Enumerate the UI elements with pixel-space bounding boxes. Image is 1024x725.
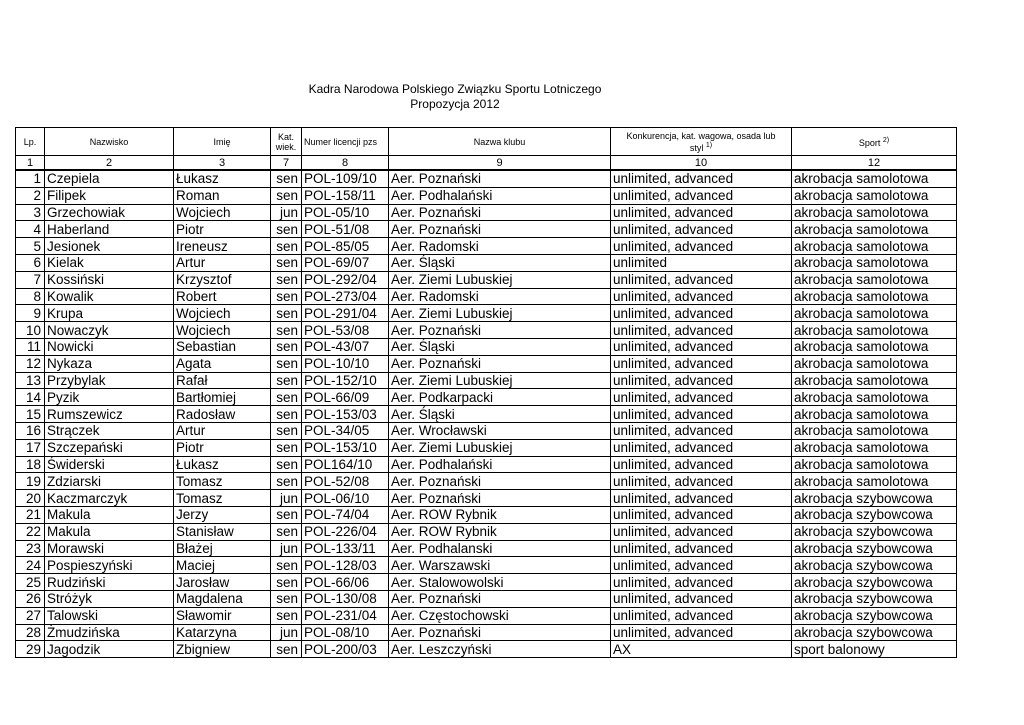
cell-klub: Aer. Częstochowski xyxy=(389,607,611,624)
table-row xyxy=(16,406,957,423)
cell-lp: 29 xyxy=(16,641,45,658)
cell-kat: sen xyxy=(271,422,302,439)
table-row xyxy=(16,523,957,540)
table-row xyxy=(16,456,957,473)
cell-klub: Aer. Podkarpacki xyxy=(389,389,611,406)
cell-konkurencja: unlimited, advanced xyxy=(611,238,792,255)
column-number: 8 xyxy=(302,156,389,171)
cell-kat: sen xyxy=(271,590,302,607)
cell-licencja: POL-200/03 xyxy=(302,641,389,658)
cell-nazwisko: Krupa xyxy=(45,305,174,322)
cell-konkurencja: unlimited, advanced xyxy=(611,355,792,372)
cell-nazwisko: Rudziński xyxy=(45,574,174,591)
cell-sport: akrobacja samolotowa xyxy=(792,204,957,221)
cell-nazwisko: Filipek xyxy=(45,187,174,204)
cell-konkurencja: AX xyxy=(611,641,792,658)
cell-licencja: POL-43/07 xyxy=(302,338,389,355)
cell-lp: 12 xyxy=(16,355,45,372)
cell-kat: jun xyxy=(271,624,302,641)
cell-lp: 21 xyxy=(16,506,45,523)
cell-nazwisko: Jesionek xyxy=(45,238,174,255)
cell-imie: Jarosław xyxy=(174,574,271,591)
cell-imie: Rafał xyxy=(174,372,271,389)
cell-imie: Tomasz xyxy=(174,473,271,490)
cell-nazwisko: Stróżyk xyxy=(45,590,174,607)
cell-licencja: POL-52/08 xyxy=(302,473,389,490)
cell-klub: Aer. Śląski xyxy=(389,338,611,355)
cell-lp: 14 xyxy=(16,389,45,406)
cell-imie: Piotr xyxy=(174,221,271,238)
cell-klub: Aer. Wrocławski xyxy=(389,422,611,439)
cell-sport: akrobacja samolotowa xyxy=(792,422,957,439)
cell-kat: sen xyxy=(271,221,302,238)
cell-klub: Aer. Ziemi Lubuskiej xyxy=(389,305,611,322)
header-kat-line1: Kat. xyxy=(277,131,294,142)
cell-licencja: POL-74/04 xyxy=(302,506,389,523)
header-konkurencja-line1: Konkurencja, kat. wagowa, osada lub xyxy=(626,130,776,141)
cell-licencja: POL-66/06 xyxy=(302,574,389,591)
cell-klub: Aer. Śląski xyxy=(389,406,611,423)
cell-konkurencja: unlimited, advanced xyxy=(611,473,792,490)
header-kat xyxy=(271,128,302,156)
cell-lp: 22 xyxy=(16,523,45,540)
cell-sport: akrobacja samolotowa xyxy=(792,473,957,490)
column-number: 9 xyxy=(389,156,611,171)
table-row xyxy=(16,305,957,322)
cell-imie: Robert xyxy=(174,288,271,305)
cell-sport: akrobacja samolotowa xyxy=(792,322,957,339)
cell-sport: akrobacja samolotowa xyxy=(792,355,957,372)
cell-licencja: POL-231/04 xyxy=(302,607,389,624)
cell-licencja: POL-85/05 xyxy=(302,238,389,255)
cell-klub: Aer. ROW Rybnik xyxy=(389,523,611,540)
header-sport-note: 2) xyxy=(882,136,890,144)
cell-lp: 6 xyxy=(16,254,45,271)
cell-nazwisko: Grzechowiak xyxy=(45,204,174,221)
cell-licencja: POL-133/11 xyxy=(302,540,389,557)
cell-klub: Aer. Poznański xyxy=(389,170,611,187)
header-sport-label: Sport xyxy=(858,137,881,148)
cell-klub: Aer. Ziemi Lubuskiej xyxy=(389,439,611,456)
cell-konkurencja: unlimited, advanced xyxy=(611,506,792,523)
column-number-row xyxy=(16,156,957,171)
cell-nazwisko: Kossiński xyxy=(45,271,174,288)
cell-sport: akrobacja szybowcowa xyxy=(792,490,957,507)
cell-lp: 26 xyxy=(16,590,45,607)
cell-konkurencja: unlimited, advanced xyxy=(611,271,792,288)
cell-kat: jun xyxy=(271,204,302,221)
cell-nazwisko: Haberland xyxy=(45,221,174,238)
header-lp: Lp. xyxy=(16,128,45,156)
header-imie: Imię xyxy=(174,128,271,156)
title-line-2: Propozycja 2012 xyxy=(410,97,500,111)
cell-nazwisko: Świderski xyxy=(45,456,174,473)
cell-lp: 10 xyxy=(16,322,45,339)
cell-konkurencja: unlimited, advanced xyxy=(611,221,792,238)
cell-kat: sen xyxy=(271,439,302,456)
cell-kat: sen xyxy=(271,372,302,389)
cell-sport: akrobacja samolotowa xyxy=(792,338,957,355)
header-kat-line2: wiek. xyxy=(275,141,297,152)
cell-sport: akrobacja samolotowa xyxy=(792,221,957,238)
table-row xyxy=(16,607,957,624)
cell-imie: Tomasz xyxy=(174,490,271,507)
cell-kat: jun xyxy=(271,540,302,557)
cell-klub: Aer. Poznański xyxy=(389,204,611,221)
cell-kat: sen xyxy=(271,607,302,624)
cell-konkurencja: unlimited, advanced xyxy=(611,204,792,221)
table-row xyxy=(16,238,957,255)
cell-licencja: POL-51/08 xyxy=(302,221,389,238)
table-row xyxy=(16,557,957,574)
cell-licencja: POL-130/08 xyxy=(302,590,389,607)
cell-kat: jun xyxy=(271,490,302,507)
cell-kat: sen xyxy=(271,170,302,187)
cell-konkurencja: unlimited, advanced xyxy=(611,305,792,322)
cell-imie: Stanisław xyxy=(174,523,271,540)
cell-konkurencja: unlimited, advanced xyxy=(611,607,792,624)
cell-imie: Zbigniew xyxy=(174,641,271,658)
cell-lp: 4 xyxy=(16,221,45,238)
cell-sport: akrobacja szybowcowa xyxy=(792,574,957,591)
cell-lp: 9 xyxy=(16,305,45,322)
cell-nazwisko: Kaczmarczyk xyxy=(45,490,174,507)
cell-licencja: POL-53/08 xyxy=(302,322,389,339)
table-row xyxy=(16,355,957,372)
cell-imie: Wojciech xyxy=(174,322,271,339)
cell-nazwisko: Kielak xyxy=(45,254,174,271)
cell-konkurencja: unlimited, advanced xyxy=(611,490,792,507)
cell-konkurencja: unlimited, advanced xyxy=(611,574,792,591)
table-row xyxy=(16,590,957,607)
cell-konkurencja: unlimited, advanced xyxy=(611,590,792,607)
cell-nazwisko: Makula xyxy=(45,506,174,523)
cell-imie: Sławomir xyxy=(174,607,271,624)
cell-konkurencja: unlimited, advanced xyxy=(611,422,792,439)
cell-lp: 7 xyxy=(16,271,45,288)
cell-imie: Wojciech xyxy=(174,305,271,322)
cell-imie: Magdalena xyxy=(174,590,271,607)
cell-lp: 18 xyxy=(16,456,45,473)
cell-sport: akrobacja samolotowa xyxy=(792,271,957,288)
cell-lp: 5 xyxy=(16,238,45,255)
cell-lp: 13 xyxy=(16,372,45,389)
cell-imie: Katarzyna xyxy=(174,624,271,641)
cell-kat: sen xyxy=(271,305,302,322)
cell-kat: sen xyxy=(271,473,302,490)
cell-kat: sen xyxy=(271,254,302,271)
cell-sport: akrobacja samolotowa xyxy=(792,305,957,322)
cell-kat: sen xyxy=(271,406,302,423)
cell-lp: 23 xyxy=(16,540,45,557)
title-line-1: Kadra Narodowa Polskiego Związku Sportu Lotniczego xyxy=(308,82,602,96)
column-number: 2 xyxy=(45,156,174,171)
table-row xyxy=(16,439,957,456)
cell-sport: akrobacja samolotowa xyxy=(792,406,957,423)
cell-imie: Piotr xyxy=(174,439,271,456)
cell-imie: Artur xyxy=(174,254,271,271)
cell-licencja: POL-158/11 xyxy=(302,187,389,204)
table-row xyxy=(16,540,957,557)
header-nazwisko: Nazwisko xyxy=(45,128,174,156)
cell-sport: akrobacja samolotowa xyxy=(792,439,957,456)
cell-sport: akrobacja szybowcowa xyxy=(792,624,957,641)
cell-kat: sen xyxy=(271,523,302,540)
cell-sport: akrobacja samolotowa xyxy=(792,389,957,406)
cell-imie: Artur xyxy=(174,422,271,439)
table-row xyxy=(16,288,957,305)
cell-nazwisko: Zdziarski xyxy=(45,473,174,490)
table-row xyxy=(16,389,957,406)
cell-kat: sen xyxy=(271,271,302,288)
cell-imie: Radosław xyxy=(174,406,271,423)
cell-konkurencja: unlimited, advanced xyxy=(611,456,792,473)
cell-kat: sen xyxy=(271,456,302,473)
cell-sport: akrobacja szybowcowa xyxy=(792,557,957,574)
cell-sport: akrobacja szybowcowa xyxy=(792,506,957,523)
cell-sport: akrobacja samolotowa xyxy=(792,170,957,187)
table-row xyxy=(16,473,957,490)
table-row xyxy=(16,322,957,339)
cell-sport: akrobacja samolotowa xyxy=(792,254,957,271)
cell-kat: sen xyxy=(271,574,302,591)
cell-licencja: POL-292/04 xyxy=(302,271,389,288)
cell-imie: Sebastian xyxy=(174,338,271,355)
cell-licencja: POL-291/04 xyxy=(302,305,389,322)
column-number: 7 xyxy=(271,156,302,171)
cell-konkurencja: unlimited, advanced xyxy=(611,557,792,574)
cell-nazwisko: Nykaza xyxy=(45,355,174,372)
table-row xyxy=(16,221,957,238)
cell-klub: Aer. Poznański xyxy=(389,221,611,238)
cell-nazwisko: Czepiela xyxy=(45,170,174,187)
table-row xyxy=(16,170,957,187)
cell-kat: sen xyxy=(271,506,302,523)
cell-imie: Krzysztof xyxy=(174,271,271,288)
column-number: 12 xyxy=(792,156,957,171)
cell-sport: akrobacja samolotowa xyxy=(792,456,957,473)
cell-kat: sen xyxy=(271,355,302,372)
cell-klub: Aer. Poznański xyxy=(389,322,611,339)
header-licencja: Numer licencji pzs xyxy=(302,128,389,156)
cell-klub: Aer. Podhalański xyxy=(389,187,611,204)
cell-sport: akrobacja szybowcowa xyxy=(792,540,957,557)
header-konkurencja xyxy=(611,128,792,156)
cell-nazwisko: Makula xyxy=(45,523,174,540)
cell-klub: Aer. Warszawski xyxy=(389,557,611,574)
cell-klub: Aer. Stalowowolski xyxy=(389,574,611,591)
cell-klub: Aer. Ziemi Lubuskiej xyxy=(389,372,611,389)
header-klub: Nazwa klubu xyxy=(389,128,611,156)
cell-kat: sen xyxy=(271,389,302,406)
cell-imie: Ireneusz xyxy=(174,238,271,255)
cell-imie: Błażej xyxy=(174,540,271,557)
cell-sport: akrobacja samolotowa xyxy=(792,288,957,305)
cell-kat: sen xyxy=(271,187,302,204)
cell-sport: akrobacja szybowcowa xyxy=(792,523,957,540)
cell-imie: Agata xyxy=(174,355,271,372)
cell-klub: Aer. Radomski xyxy=(389,238,611,255)
cell-klub: Aer. Poznański xyxy=(389,624,611,641)
cell-licencja: POL-226/04 xyxy=(302,523,389,540)
table-row xyxy=(16,372,957,389)
cell-konkurencja: unlimited, advanced xyxy=(611,624,792,641)
cell-lp: 24 xyxy=(16,557,45,574)
table-row xyxy=(16,204,957,221)
cell-lp: 16 xyxy=(16,422,45,439)
cell-konkurencja: unlimited, advanced xyxy=(611,389,792,406)
cell-imie: Roman xyxy=(174,187,271,204)
cell-licencja: POL-34/05 xyxy=(302,422,389,439)
cell-kat: sen xyxy=(271,641,302,658)
cell-nazwisko: Pospieszyński xyxy=(45,557,174,574)
cell-sport: akrobacja samolotowa xyxy=(792,372,957,389)
cell-lp: 27 xyxy=(16,607,45,624)
cell-konkurencja: unlimited, advanced xyxy=(611,170,792,187)
cell-konkurencja: unlimited, advanced xyxy=(611,338,792,355)
cell-konkurencja: unlimited, advanced xyxy=(611,187,792,204)
cell-konkurencja: unlimited, advanced xyxy=(611,523,792,540)
column-number: 10 xyxy=(611,156,792,171)
cell-klub: Aer. Podhalanski xyxy=(389,540,611,557)
cell-licencja: POL-153/03 xyxy=(302,406,389,423)
cell-sport: akrobacja samolotowa xyxy=(792,187,957,204)
cell-kat: sen xyxy=(271,322,302,339)
cell-sport: akrobacja samolotowa xyxy=(792,238,957,255)
cell-licencja: POL-69/07 xyxy=(302,254,389,271)
table-row xyxy=(16,254,957,271)
cell-nazwisko: Pyzik xyxy=(45,389,174,406)
cell-konkurencja: unlimited, advanced xyxy=(611,372,792,389)
cell-nazwisko: Nowicki xyxy=(45,338,174,355)
cell-nazwisko: Jagodzik xyxy=(45,641,174,658)
cell-konkurencja: unlimited, advanced xyxy=(611,322,792,339)
cell-licencja: POL-153/10 xyxy=(302,439,389,456)
table-row xyxy=(16,338,957,355)
cell-klub: Aer. Poznański xyxy=(389,355,611,372)
cell-licencja: POL-273/04 xyxy=(302,288,389,305)
cell-kat: sen xyxy=(271,338,302,355)
cell-klub: Aer. ROW Rybnik xyxy=(389,506,611,523)
cell-imie: Maciej xyxy=(174,557,271,574)
cell-imie: Jerzy xyxy=(174,506,271,523)
cell-licencja: POL-128/03 xyxy=(302,557,389,574)
cell-konkurencja: unlimited, advanced xyxy=(611,406,792,423)
roster-table xyxy=(15,127,957,658)
cell-konkurencja: unlimited, advanced xyxy=(611,540,792,557)
cell-lp: 28 xyxy=(16,624,45,641)
column-number: 3 xyxy=(174,156,271,171)
table-row xyxy=(16,624,957,641)
cell-nazwisko: Strączek xyxy=(45,422,174,439)
cell-konkurencja: unlimited, advanced xyxy=(611,439,792,456)
cell-licencja: POL-152/10 xyxy=(302,372,389,389)
cell-lp: 1 xyxy=(16,170,45,187)
cell-lp: 20 xyxy=(16,490,45,507)
cell-klub: Aer. Poznański xyxy=(389,590,611,607)
cell-licencja: POL-66/09 xyxy=(302,389,389,406)
cell-klub: Aer. Leszczyński xyxy=(389,641,611,658)
cell-konkurencja: unlimited xyxy=(611,254,792,271)
cell-lp: 15 xyxy=(16,406,45,423)
table-row xyxy=(16,574,957,591)
cell-nazwisko: Przybylak xyxy=(45,372,174,389)
cell-imie: Bartłomiej xyxy=(174,389,271,406)
cell-lp: 25 xyxy=(16,574,45,591)
table-row xyxy=(16,422,957,439)
cell-licencja: POL164/10 xyxy=(302,456,389,473)
cell-lp: 8 xyxy=(16,288,45,305)
cell-licencja: POL-109/10 xyxy=(302,170,389,187)
cell-lp: 19 xyxy=(16,473,45,490)
cell-kat: sen xyxy=(271,557,302,574)
cell-kat: sen xyxy=(271,238,302,255)
column-number: 1 xyxy=(16,156,45,171)
cell-imie: Łukasz xyxy=(174,170,271,187)
cell-lp: 3 xyxy=(16,204,45,221)
header-sport xyxy=(792,128,957,156)
cell-imie: Łukasz xyxy=(174,456,271,473)
cell-nazwisko: Morawski xyxy=(45,540,174,557)
header-row xyxy=(16,128,957,156)
cell-klub: Aer. Poznański xyxy=(389,490,611,507)
cell-licencja: POL-05/10 xyxy=(302,204,389,221)
table-row xyxy=(16,271,957,288)
cell-licencja: POL-10/10 xyxy=(302,355,389,372)
cell-klub: Aer. Poznański xyxy=(389,473,611,490)
cell-nazwisko: Nowaczyk xyxy=(45,322,174,339)
cell-nazwisko: Szczepański xyxy=(45,439,174,456)
cell-sport: akrobacja szybowcowa xyxy=(792,607,957,624)
table-row xyxy=(16,641,957,658)
table-row xyxy=(16,490,957,507)
cell-nazwisko: Rumszewicz xyxy=(45,406,174,423)
cell-lp: 17 xyxy=(16,439,45,456)
cell-licencja: POL-08/10 xyxy=(302,624,389,641)
cell-nazwisko: Żmudzińska xyxy=(45,624,174,641)
cell-klub: Aer. Ziemi Lubuskiej xyxy=(389,271,611,288)
table-row xyxy=(16,506,957,523)
header-konkurencja-line2: styl xyxy=(689,142,704,153)
cell-kat: sen xyxy=(271,288,302,305)
cell-klub: Aer. Podhalański xyxy=(389,456,611,473)
cell-lp: 11 xyxy=(16,338,45,355)
cell-konkurencja: unlimited, advanced xyxy=(611,288,792,305)
cell-sport: sport balonowy xyxy=(792,641,957,658)
table-row xyxy=(16,187,957,204)
cell-lp: 2 xyxy=(16,187,45,204)
header-konkurencja-note: 1) xyxy=(705,141,713,149)
cell-nazwisko: Talowski xyxy=(45,607,174,624)
cell-klub: Aer. Radomski xyxy=(389,288,611,305)
cell-sport: akrobacja szybowcowa xyxy=(792,590,957,607)
cell-licencja: POL-06/10 xyxy=(302,490,389,507)
cell-klub: Aer. Śląski xyxy=(389,254,611,271)
cell-nazwisko: Kowalik xyxy=(45,288,174,305)
cell-imie: Wojciech xyxy=(174,204,271,221)
